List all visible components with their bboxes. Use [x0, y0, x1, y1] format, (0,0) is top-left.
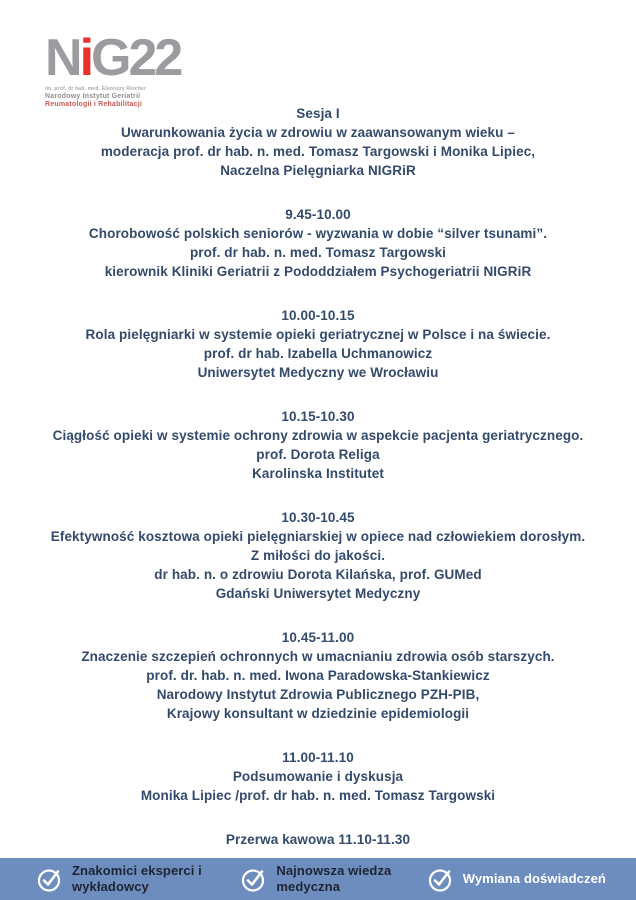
agenda-line: Monika Lipiec /prof. dr hab. n. med. Tomasz Targowski [140, 788, 496, 803]
program [0, 104, 636, 849]
session-subtitle-line: Naczelna Pielęgniarka NIGRiR [220, 163, 416, 178]
logo-letters-grr: G22 [91, 29, 181, 87]
footer-badge-label: Najnowsza wiedza medyczna [276, 863, 392, 894]
agenda-line: prof. dr hab. n. med. Tomasz Targowski [189, 245, 447, 260]
footer-badge [427, 866, 606, 893]
agenda-section [0, 407, 636, 483]
agenda-line: dr hab. n. o zdrowiu Dorota Kilańska, prof. GUMed [154, 567, 482, 582]
agenda-time: 10.30-10.45 [281, 510, 355, 525]
agenda-line: Z miłości do jakości. [250, 548, 386, 563]
check-icon [427, 866, 454, 893]
footer-badge [240, 863, 418, 895]
agenda-time: 11.00-11.10 [282, 750, 354, 765]
agenda-line: prof. dr hab. Izabella Uchmanowicz [203, 346, 433, 361]
logo-patron-line: im. prof. dr hab. med. Eleonory Reicher [45, 86, 147, 92]
agenda-line: Rola pielęgniarki w systemie opieki geriatrycznej w Polsce i na świecie. [85, 327, 551, 342]
agenda-line: Chorobowość polskich seniorów - wyzwania w dobie “silver tsunami”. [88, 226, 548, 241]
session-subtitle-line: Uwarunkowania życia w zdrowiu w zaawansowanym wieku – [121, 125, 515, 140]
agenda-line: Podsumowanie i dyskusja [232, 769, 404, 784]
agenda-line: Narodowy Instytut Zdrowia Publicznego PZH-PIB, [156, 687, 480, 702]
logo-letter-i: i [79, 29, 92, 87]
agenda-line: Gdański Uniwersytet Medyczny [215, 586, 421, 601]
check-icon [240, 866, 267, 893]
agenda-line: Znaczenie szczepień ochronnych w umacnianiu zdrowia osób starszych. [81, 649, 555, 664]
agenda-time: 9.45-10.00 [285, 207, 351, 222]
footer-badge-label: Wymiana doświadczeń [462, 871, 606, 886]
agenda-time: 10.15-10.30 [281, 409, 355, 424]
logo-institute-line2: Reumatologii i Rehabilitacji [45, 101, 143, 108]
footer-badge-label: Znakomici eksperci i wykładowcy [72, 863, 202, 894]
agenda-line: prof. Dorota Religa [256, 447, 380, 462]
nigrr-logo-wordmark [45, 29, 181, 87]
nigrr-logo [45, 29, 181, 108]
agenda-time: 10.45-11.00 [281, 630, 355, 645]
agenda-line: Uniwersytet Medyczny we Wrocławiu [197, 365, 439, 380]
agenda-line: Krajowy konsultant w dziedzinie epidemiologii [166, 706, 470, 721]
session-title: Sesja I [296, 106, 340, 121]
agenda-section [0, 628, 636, 723]
agenda-line: kierownik Kliniki Geriatrii z Pododdziałem Psychogeriatrii NIGRiR [104, 264, 532, 279]
session-subtitle-line: moderacja prof. dr hab. n. med. Tomasz Targowski i Monika Lipiec, [100, 144, 536, 159]
agenda-line: Ciągłość opieki w systemie ochrony zdrowia w aspekcie pacjenta geriatrycznego. [52, 428, 584, 443]
coffee-break-note: Przerwa kawowa 11.10-11.30 [225, 832, 411, 847]
agenda-section [0, 748, 636, 805]
agenda-line: Karolinska Institutet [252, 466, 384, 481]
logo-letter-n: N [45, 29, 80, 87]
agenda-line: prof. dr. hab. n. med. Iwona Paradowska-Stankiewicz [146, 668, 490, 683]
check-icon [36, 866, 63, 893]
agenda-section [0, 205, 636, 281]
session-header [0, 104, 636, 180]
agenda-section [0, 508, 636, 603]
agenda-list [0, 205, 636, 805]
footer-badge [36, 863, 232, 895]
logo-institute-line1: Narodowy Instytut Geriatrii [45, 93, 141, 100]
agenda-line: Efektywność kosztowa opieki pielęgniarskiej w opiece nad człowiekiem dorosłym. [50, 529, 586, 544]
footer-highlights-bar [0, 858, 636, 900]
agenda-section [0, 306, 636, 382]
agenda-time: 10.00-10.15 [281, 308, 355, 323]
